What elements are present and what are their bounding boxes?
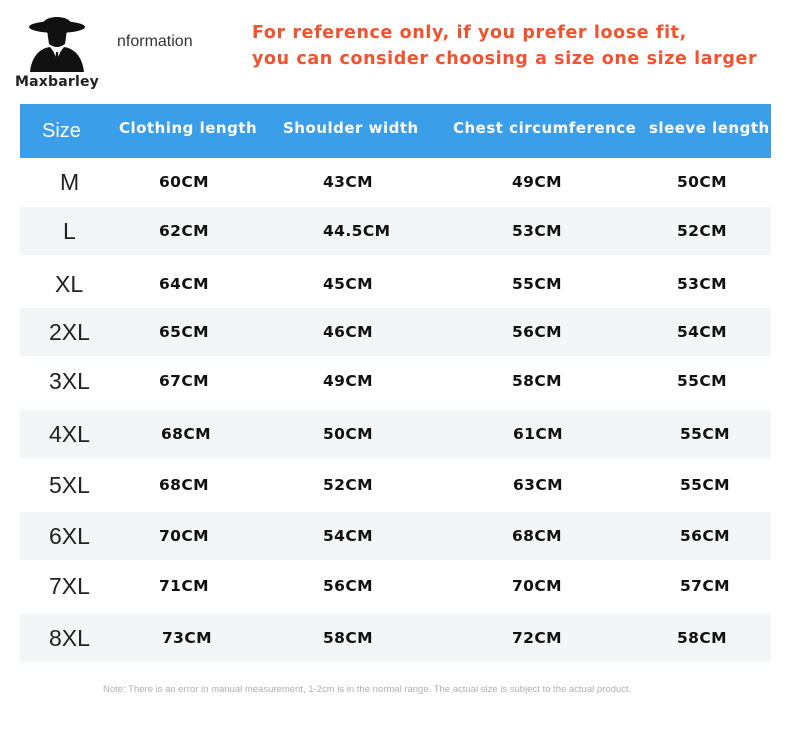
table-row	[20, 410, 771, 458]
size-cell: 8XL	[49, 625, 90, 651]
chest-circumference-cell: 70CM	[512, 577, 562, 595]
size-cell: 6XL	[49, 523, 90, 549]
sleeve-length-cell: 53CM	[677, 275, 727, 293]
table-row	[20, 562, 771, 610]
size-cell: 7XL	[49, 573, 90, 599]
fit-notice-line-2: you can consider choosing a size one size larger	[252, 49, 758, 69]
sleeve-length-cell: 55CM	[680, 425, 730, 443]
sleeve-length-cell: 52CM	[677, 222, 727, 240]
size-cell: XL	[55, 271, 84, 297]
clothing-length-cell: 68CM	[159, 476, 209, 494]
clothing-length-cell: 68CM	[161, 425, 211, 443]
chest-circumference-cell: 56CM	[512, 323, 562, 341]
size-cell: M	[60, 169, 80, 195]
table-row	[20, 512, 771, 560]
size-table-header	[20, 104, 771, 158]
sleeve-length-cell: 57CM	[680, 577, 730, 595]
column-header-shoulder-width: Shoulder width	[283, 119, 419, 137]
fit-notice	[252, 20, 757, 72]
clothing-length-cell: 62CM	[159, 222, 209, 240]
shoulder-width-cell: 43CM	[323, 173, 373, 191]
shoulder-width-cell: 46CM	[323, 323, 373, 341]
man-in-hat-silhouette-icon	[28, 10, 86, 72]
size-cell: 4XL	[49, 421, 90, 447]
clothing-length-cell: 67CM	[159, 372, 209, 390]
column-header-sleeve-length: sleeve length	[649, 119, 770, 137]
brand-name: Maxbarley	[14, 74, 99, 90]
sleeve-length-cell: 58CM	[677, 629, 727, 647]
size-cell: 2XL	[49, 319, 90, 345]
clothing-length-cell: 71CM	[159, 577, 209, 595]
table-row	[20, 260, 771, 308]
table-row	[20, 461, 771, 509]
fit-notice-line-1: For reference only, if you prefer loose fit,	[252, 23, 687, 43]
column-header-size: Size	[42, 120, 81, 142]
column-header-clothing-length: Clothing length	[119, 119, 258, 137]
shoulder-width-cell: 49CM	[323, 372, 373, 390]
shoulder-width-cell: 54CM	[323, 527, 373, 545]
table-row	[20, 207, 771, 255]
sleeve-length-cell: 55CM	[677, 372, 727, 390]
shoulder-width-cell: 56CM	[323, 577, 373, 595]
sleeve-length-cell: 54CM	[677, 323, 727, 341]
shoulder-width-cell: 45CM	[323, 275, 373, 293]
clothing-length-cell: 64CM	[159, 275, 209, 293]
chest-circumference-cell: 68CM	[512, 527, 562, 545]
column-header-chest-circumference: Chest circumference	[453, 119, 637, 137]
chest-circumference-cell: 49CM	[512, 173, 562, 191]
table-row	[20, 158, 771, 206]
chest-circumference-cell: 53CM	[512, 222, 562, 240]
table-row	[20, 614, 771, 662]
table-row	[20, 357, 771, 405]
sleeve-length-cell: 55CM	[680, 476, 730, 494]
size-cell: L	[63, 218, 76, 244]
clothing-length-cell: 65CM	[159, 323, 209, 341]
shoulder-width-cell: 50CM	[323, 425, 373, 443]
clothing-length-cell: 60CM	[159, 173, 209, 191]
chest-circumference-cell: 61CM	[513, 425, 563, 443]
clothing-length-cell: 73CM	[162, 629, 212, 647]
chest-circumference-cell: 63CM	[513, 476, 563, 494]
brand-logo	[0, 0, 118, 104]
size-cell: 5XL	[49, 472, 90, 498]
information-label: nformation	[117, 33, 193, 50]
shoulder-width-cell: 52CM	[323, 476, 373, 494]
chest-circumference-cell: 55CM	[512, 275, 562, 293]
chest-circumference-cell: 72CM	[512, 629, 562, 647]
clothing-length-cell: 70CM	[159, 527, 209, 545]
shoulder-width-cell: 44.5CM	[323, 222, 391, 240]
measurement-note: Note: There is an error in manual measurement, 1-2cm is in the normal range. The actual size is subject to the actual product.	[103, 684, 632, 695]
chest-circumference-cell: 58CM	[512, 372, 562, 390]
sleeve-length-cell: 50CM	[677, 173, 727, 191]
size-cell: 3XL	[49, 368, 90, 394]
shoulder-width-cell: 58CM	[323, 629, 373, 647]
sleeve-length-cell: 56CM	[680, 527, 730, 545]
table-row	[20, 308, 771, 356]
